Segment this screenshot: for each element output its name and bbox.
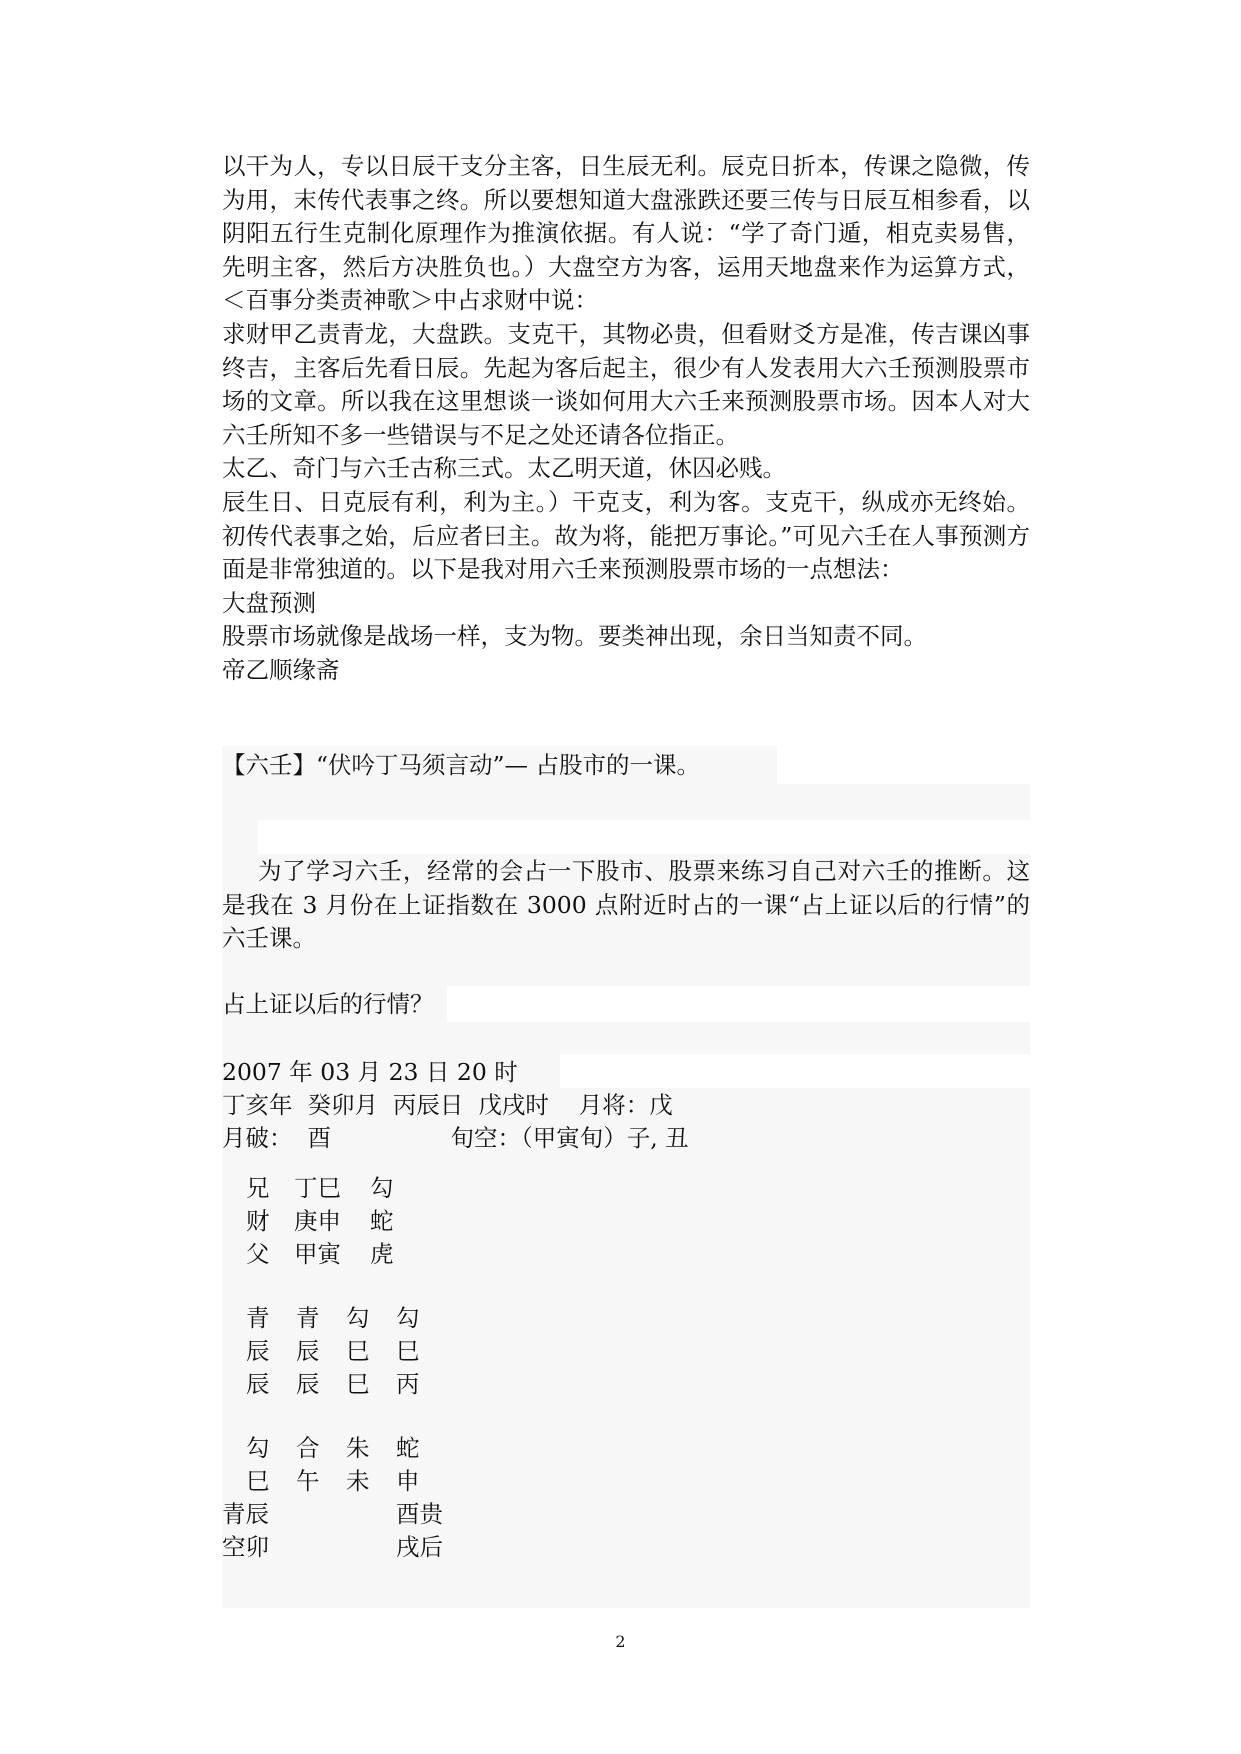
right-cell: 戌后 <box>396 1533 443 1561</box>
ganzhi-line: 丁亥年 癸卯月 丙辰日 戊戌时 月将：戊 <box>222 1091 673 1119</box>
shade-gap-2 <box>222 820 258 854</box>
shade-gap-3 <box>222 956 1030 986</box>
shade-gap-1 <box>222 784 1030 820</box>
shade-chart-2 <box>222 1288 1030 1608</box>
section-title: 【六壬】“伏吟丁马须言动”— 占股市的一课。 <box>222 751 700 779</box>
si-ke-cell: 辰 <box>296 1337 320 1365</box>
relation-cell: 父 <box>246 1240 270 1268</box>
god-cell: 勾 <box>370 1174 394 1202</box>
intro-paragraph-7: 帝乙顺缘斋 <box>222 655 340 684</box>
si-ke-cell: 勾 <box>346 1304 370 1332</box>
intro-paragraph-6: 股票市场就像是战场一样，支为物。要类神出现，余日当知责不同。 <box>222 622 927 651</box>
intro-paragraph-1: 以干为人，专以日辰干支分主客，日生辰无利。辰克日折本，传课之隐微，传为用，末传代表事之终。所以要想知道大盘涨跌还要三传与日辰互相参看，以阴阳五行生克制化原理作为推演依据。有人说：“学了奇门遁，相克卖易售，先明主客，然后方决胜负也。）大盘空方为客，运用天地盘来作为运算方式，＜百事分类责神歌＞中占求财中说： <box>222 152 1030 315</box>
god-cell: 蛇 <box>396 1434 420 1462</box>
branch-cell: 巳 <box>246 1467 270 1495</box>
si-ke-cell: 青 <box>246 1304 270 1332</box>
body-text <box>222 855 1030 956</box>
branch-cell: 午 <box>296 1467 320 1495</box>
intro-paragraph-5: 大盘预测 <box>222 588 316 617</box>
intro-paragraph-3: 太乙、奇门与六壬古称三式。太乙明天道，休囚必贱。 <box>222 454 786 483</box>
branch-cell: 申 <box>396 1467 420 1495</box>
god-cell: 朱 <box>346 1434 370 1462</box>
body-paragraph: 为了学习六壬，经常的会占一下股市、股票来练习自己对六壬的推断。这是我在 3 月份在上证指数在 3000 点附近时占的一课“占上证以后的行情”的六壬课。 <box>222 857 1030 953</box>
si-ke-cell: 丙 <box>396 1370 420 1398</box>
right-cell: 酉贵 <box>396 1500 443 1528</box>
god-cell: 虎 <box>370 1240 394 1268</box>
god-cell: 勾 <box>246 1434 270 1462</box>
question-line: 占上证以后的行情？ <box>222 990 434 1018</box>
left-cell: 空卯 <box>222 1533 269 1561</box>
ganzhi-cell: 庚申 <box>294 1207 341 1235</box>
si-ke-cell: 巳 <box>346 1337 370 1365</box>
branch-cell: 未 <box>346 1467 370 1495</box>
si-ke-cell: 辰 <box>246 1370 270 1398</box>
ganzhi-cell: 甲寅 <box>294 1240 341 1268</box>
intro-text <box>222 150 1030 688</box>
intro-paragraph-2: 求财甲乙责青龙，大盘跌。支克干，其物必贵，但看财爻方是准，传吉课凶事终吉，主客后先看日辰。先起为客后起主，很少有人发表用大六壬预测股票市场的文章。所以我在这里想谈一谈如何用大六壬来预测股票市场。因本人对大六壬所知不多一些错误与不足之处还请各位指正。 <box>222 319 1030 449</box>
relation-cell: 兄 <box>246 1174 270 1202</box>
ganzhi-cell: 丁巳 <box>294 1174 341 1202</box>
si-ke-cell: 勾 <box>396 1304 420 1332</box>
void-line: 月破： 酉 旬空：（甲寅旬）子, 丑 <box>222 1124 689 1152</box>
si-ke-cell: 辰 <box>246 1337 270 1365</box>
intro-paragraph-4: 辰生日、日克辰有利，利为主。）干克支，利为客。支克干，纵成亦无终始。初传代表事之始，后应者曰主。故为将，能把万事论。”可见六壬在人事预测方面是非常独道的。以下是我对用六壬来预测股票市场的一点想法： <box>222 487 1030 584</box>
left-cell: 青辰 <box>222 1500 269 1528</box>
shade-gap-4 <box>222 1022 1030 1054</box>
page-number: 2 <box>615 1632 626 1651</box>
si-ke-cell: 青 <box>296 1304 320 1332</box>
god-cell: 蛇 <box>370 1207 394 1235</box>
si-ke-cell: 巳 <box>396 1337 420 1365</box>
god-cell: 合 <box>296 1434 320 1462</box>
si-ke-cell: 辰 <box>296 1370 320 1398</box>
si-ke-cell: 巳 <box>346 1370 370 1398</box>
relation-cell: 财 <box>246 1207 270 1235</box>
date-line: 2007 年 03 月 23 日 20 时 <box>222 1058 518 1086</box>
